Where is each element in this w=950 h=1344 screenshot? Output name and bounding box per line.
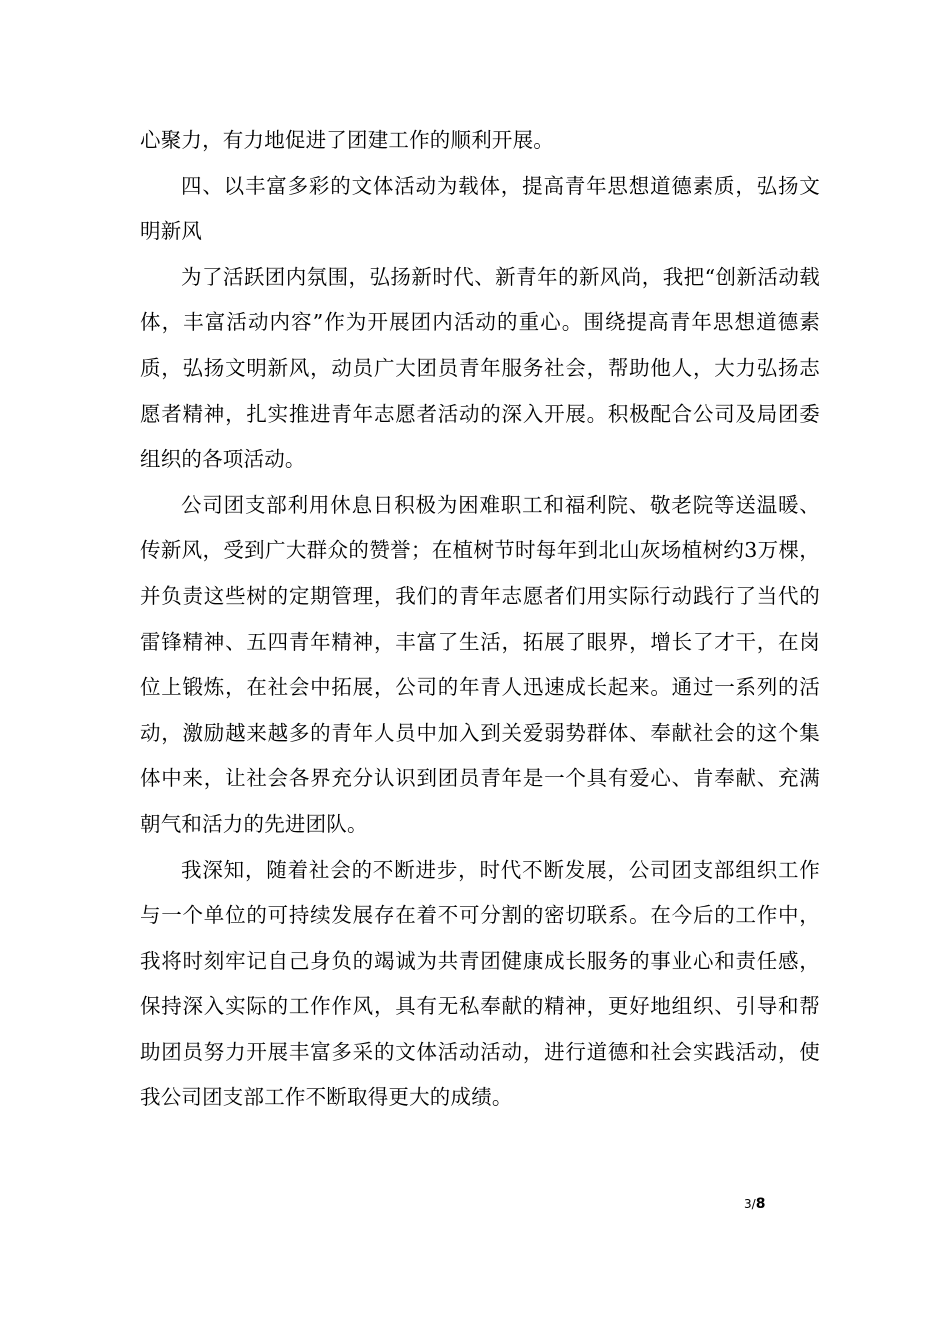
section-heading: 四、以丰富多彩的文体活动为载体，提高青年思想道德素质，弘扬文明新风 [140,173,820,244]
page-separator: / [751,1197,756,1211]
document-body [140,118,820,1121]
paragraph-continuation: 心聚力，有力地促进了团建工作的顺利开展。 [140,128,554,152]
paragraph: 公司团支部利用休息日积极为困难职工和福利院、敬老院等送温暖、传新风，受到广大群众的赞誉；在植树节时每年到北山灰场植树约3万棵，并负责这些树的定期管理，我们的青年志愿者们用实际行动践行了当代的雷锋精神、五四青年精神，丰富了生活，拓展了眼界，增长了才干，在岗位上锻炼，在社会中拓展，公司的年青人迅速成长起来。通过一系列的活动，激励越来越多的青年人员中加入到关爱弱势群体、奉献社会的这个集体中来，让社会各界充分认识到团员青年是一个具有爱心、肯奉献、充满朝气和活力的先进团队。 [140,492,820,836]
paragraph: 我深知，随着社会的不断进步，时代不断发展，公司团支部组织工作与一个单位的可持续发展存在着不可分割的密切联系。在今后的工作中，我将时刻牢记自己身负的竭诚为共青团健康成长服务的事业心和责任感，保持深入实际的工作作风，具有无私奉献的精神，更好地组织、引导和帮助团员努力开展丰富多采的文体活动活动，进行道德和社会实践活动，使我公司团支部工作不断取得更大的成绩。 [140,857,820,1110]
page-total: 8 [755,1196,766,1212]
page-current: 3 [744,1197,752,1211]
page-number [744,1196,765,1212]
paragraph: 为了活跃团内氛围，弘扬新时代、新青年的新风尚，我把“创新活动载体，丰富活动内容”作为开展团内活动的重心。围绕提高青年思想道德素质，弘扬文明新风，动员广大团员青年服务社会，帮助他人，大力弘扬志愿者精神，扎实推进青年志愿者活动的深入开展。积极配合公司及局团委组织的各项活动。 [140,264,820,472]
